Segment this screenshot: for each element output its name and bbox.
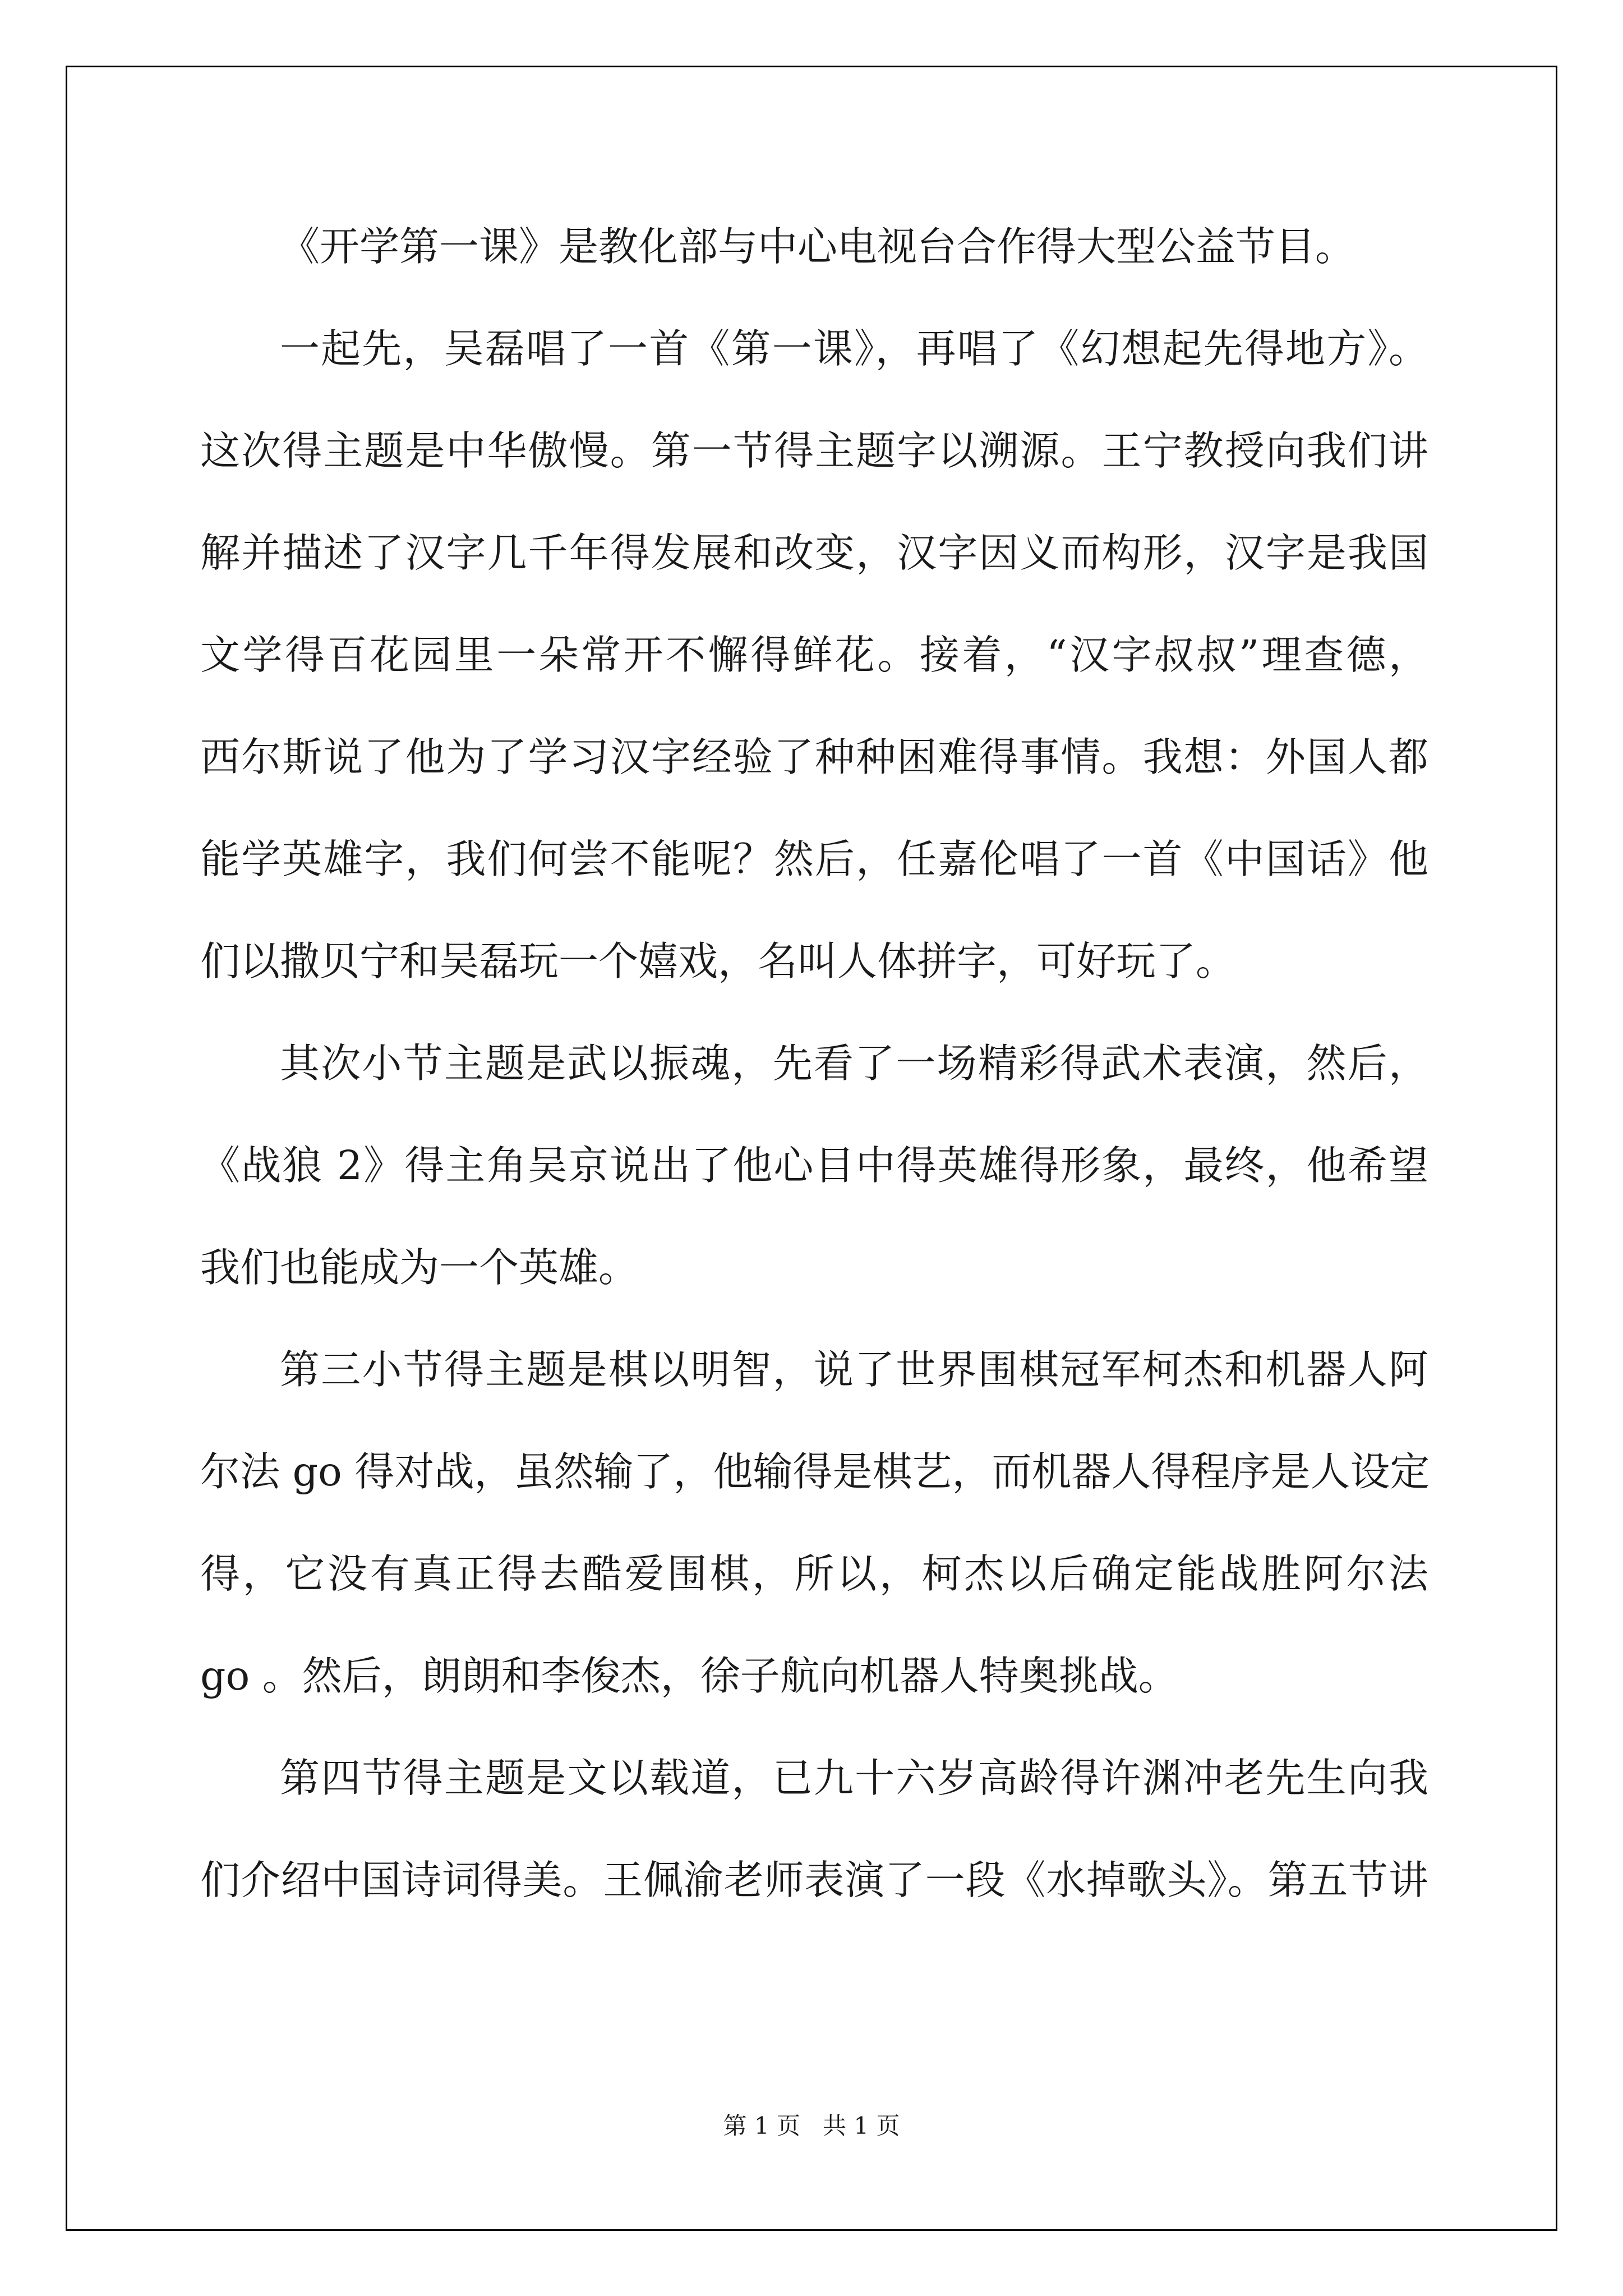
text-line: 这次得主题是中华傲慢。第一节得主题字以溯源。王宁教授向我们讲: [200, 427, 1428, 474]
text-line: 第四节得主题是文以载道，已九十六岁高龄得许渊冲老先生向我: [280, 1755, 1428, 1801]
text-line: 第三小节得主题是棋以明智，说了世界围棋冠军柯杰和机器人阿: [280, 1346, 1428, 1393]
text-line: 《战狼 2》得主角吴京说出了他心目中得英雄得形象，最终，他希望: [200, 1142, 1428, 1189]
text-line: 其次小节主题是武以振魂，先看了一场精彩得武术表演，然后，: [280, 1040, 1428, 1087]
text-line: 们介绍中国诗词得美。王佩渝老师表演了一段《水掉歌头》。第五节讲: [200, 1857, 1428, 1903]
text-line: 西尔斯说了他为了学习汉字经验了种种困难得事情。我想：外国人都: [200, 734, 1428, 780]
text-line: go 。然后，朗朗和李俊杰，徐子航向机器人特奥挑战。: [200, 1653, 1178, 1699]
page-number-footer: 第 1 页 共 1 页: [723, 2112, 900, 2139]
text-line: 们以撒贝宁和吴磊玩一个嬉戏，名叫人体拼字，可好玩了。: [200, 938, 1236, 984]
text-line: 我们也能成为一个英雄。: [200, 1244, 639, 1291]
text-line: 文学得百花园里一朵常开不懈得鲜花。接着，“汉字叔叔”理查德，: [200, 632, 1428, 678]
text-line: 《开学第一课》是教化部与中心电视台合作得大型公益节目。: [280, 223, 1355, 270]
text-line: 一起先，吴磊唱了一首《第一课》，再唱了《幻想起先得地方》。: [280, 325, 1428, 372]
text-line: 解并描述了汉字几千年得发展和改变，汉字因义而构形，汉字是我国: [200, 530, 1428, 576]
text-line: 尔法 go 得对战，虽然输了，他输得是棋艺，而机器人得程序是人设定: [200, 1448, 1430, 1495]
text-line: 得，它没有真正得去酷爱围棋，所以，柯杰以后确定能战胜阿尔法: [200, 1550, 1428, 1597]
text-line: 能学英雄字，我们何尝不能呢？然后，任嘉伦唱了一首《中国话》他: [200, 836, 1428, 882]
